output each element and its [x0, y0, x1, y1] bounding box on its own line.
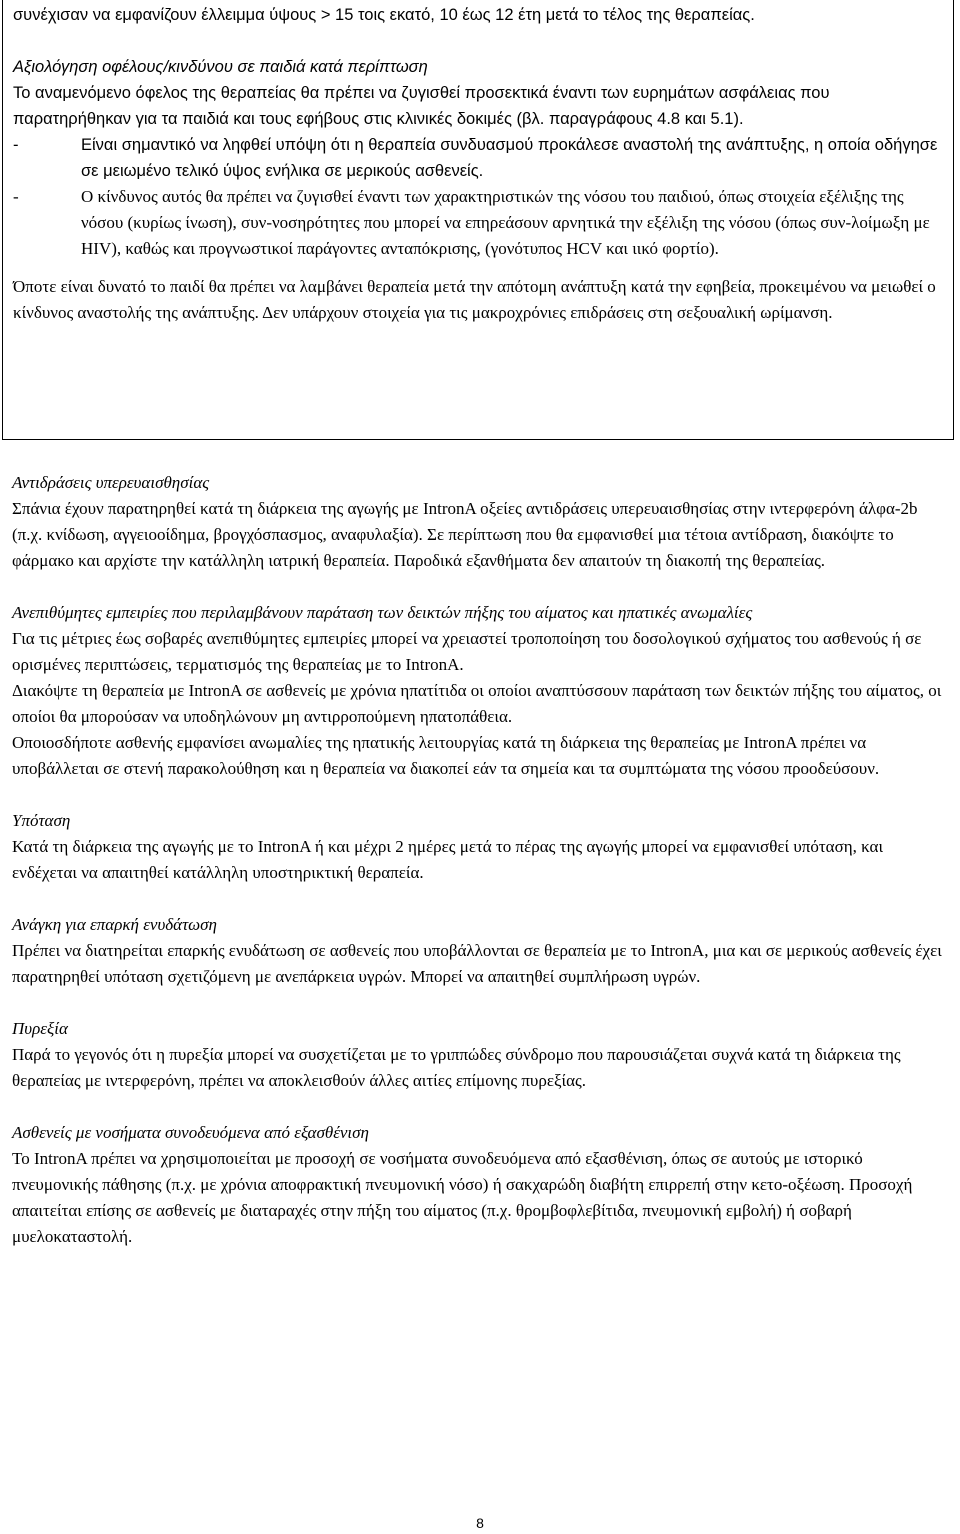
bullet-text: Ο κίνδυνος αυτός θα πρέπει να ζυγισθεί έναντι των χαρακτηριστικών της νόσου του παιδιού, όπως στοιχεία εξέλιξης της νόσου (κυρίως ίνωση), συν-νοσηρότητες που μπορεί να επηρεάσουν αρνητικά την εξέλιξη της νόσου (όπως συν-λοίμωξη με HIV), καθώς και προγνωστικοί παράγοντες ανταπόκρισης, (γονότυπος HCV και ιικό φορτίο).	[81, 187, 930, 258]
section-paragraph: Οποιοσδήποτε ασθενής εμφανίσει ανωμαλίες της ηπατικής λειτουργίας κατά τη διάρκεια της θεραπείας με IntronA πρέπει να υποβάλλεται σε στενή παρακολούθηση και η θεραπεία να διακοπεί εάν τα σημεία και τα συμπτώματα της νόσου προοδεύσουν.	[12, 733, 880, 778]
section-debilitating-conditions	[12, 1120, 947, 1250]
continuation-text: συνέχισαν να εμφανίζουν έλλειμμα ύψους > 15 τοις εκατό, 10 έως 12 έτη μετά το τέλος της θεραπείας.	[13, 6, 755, 24]
section-heading: Υπόταση	[12, 811, 71, 830]
section-heading: Ανάγκη για επαρκή ενυδάτωση	[12, 915, 217, 934]
section-paragraph: Παρά το γεγονός ότι η πυρεξία μπορεί να συσχετίζεται με το γριππώδες σύνδρομο που παρουσιάζεται συχνά κατά τη διάρκεια της θεραπείας με ιντερφερόνη, πρέπει να αποκλεισθούν άλλες αιτίες επίμονης πυρεξίας.	[12, 1045, 901, 1090]
risk-benefit-intro: Το αναμενόμενο όφελος της θεραπείας θα πρέπει να ζυγισθεί προσεκτικά έναντι των ευρημάτων ασφάλειας που παρατηρήθηκαν για τα παιδιά και τους εφήβους στις κλινικές δοκιμές (βλ. παραγράφους 4.8 και 5.1).	[13, 84, 830, 128]
pediatric-warning-box	[2, 0, 954, 440]
section-paragraph: Για τις μέτριες έως σοβαρές ανεπιθύμητες εμπειρίες μπορεί να χρειαστεί τροποποίηση του δοσολογικού σχήματος του ασθενούς ή σε ορισμένες περιπτώσεις, τερματισμός της θεραπείας με το IntronA.	[12, 629, 922, 674]
section-heading: Αντιδράσεις υπερευαισθησίας	[12, 473, 210, 492]
section-paragraph: Πρέπει να διατηρείται επαρκής ενυδάτωση σε ασθενείς που υποβάλλονται σε θεραπεία με το IntronA, μια και σε μερικούς ασθενείς έχει παρατηρηθεί υπόταση σχετιζόμενη με ανεπάρκεια υγρών. Μπορεί να απαιτηθεί συμπλήρωση υγρών.	[12, 941, 942, 986]
dash-marker: -	[13, 136, 19, 154]
section-paragraph: Διακόψτε τη θεραπεία με IntronA σε ασθενείς με χρόνια ηπατίτιδα οι οποίοι αναπτύσσουν παράταση των δεικτών πήξης του αίματος, οι οποίοι θα μπορούσαν να υποδηλώνουν μη αντιρροπούμενη ηπατοπάθεια.	[12, 681, 942, 726]
closing-paragraph: Όποτε είναι δυνατό το παιδί θα πρέπει να λαμβάνει θεραπεία μετά την απότομη ανάπτυξη κατά την εφηβεία, προκειμένου να μειωθεί ο κίνδυνος αναστολής της ανάπτυξης. Δεν υπάρχουν στοιχεία για τις μακροχρόνιες επιδράσεις στη σεξουαλική ωρίμανση.	[13, 277, 936, 322]
section-paragraph: Κατά τη διάρκεια της αγωγής με το IntronA ή και μέχρι 2 ημέρες μετά το πέρας της αγωγής μπορεί να εμφανισθεί υπόταση, και ενδέχεται να απαιτηθεί κατάλληλη υποστηρικτική θεραπεία.	[12, 837, 884, 882]
section-hydration	[12, 912, 947, 990]
bullet-item	[13, 184, 948, 262]
main-content	[12, 470, 947, 1250]
bullet-item	[13, 132, 948, 184]
section-heading: Πυρεξία	[12, 1019, 68, 1038]
section-heading: Ανεπιθύμητες εμπειρίες που περιλαμβάνουν παράταση των δεικτών πήξης του αίματος και ηπατικές ανωμαλίες	[12, 603, 753, 622]
section-hypersensitivity	[12, 470, 947, 574]
section-paragraph: Σπάνια έχουν παρατηρηθεί κατά τη διάρκεια της αγωγής με IntronA οξείες αντιδράσεις υπερευαισθησίας στην ιντερφερόνη άλφα-2b (π.χ. κνίδωση, αγγειοοίδημα, βρογχόσπασμος, αναφυλαξία). Σε περίπτωση που θα εμφανισθεί μια τέτοια αντίδραση, διακόψτε το φάρμακο και αρχίστε την κατάλληλη ιατρική θεραπεία. Παροδικά εξανθήματα δεν απαιτούν τη διακοπή της θεραπείας.	[12, 499, 918, 570]
section-pyrexia	[12, 1016, 947, 1094]
section-coagulation-liver	[12, 600, 947, 782]
section-hypotension	[12, 808, 947, 886]
dash-marker: -	[13, 187, 19, 206]
page-number: 8	[476, 1515, 484, 1531]
risk-benefit-heading: Αξιολόγηση οφέλους/κινδύνου σε παιδιά κατά περίπτωση	[13, 58, 428, 76]
section-heading: Ασθενείς με νοσήματα συνοδευόμενα από εξασθένιση	[12, 1123, 369, 1142]
bullet-text: Είναι σημαντικό να ληφθεί υπόψη ότι η θεραπεία συνδυασμού προκάλεσε αναστολή της ανάπτυξης, η οποία οδήγησε σε μειωμένο τελικό ύψος ενήλικα σε μερικούς ασθενείς.	[81, 136, 938, 180]
section-paragraph: Το IntronA πρέπει να χρησιμοποιείται με προσοχή σε νοσήματα συνοδευόμενα από εξασθένιση, όπως σε αυτούς με ιστορικό πνευμονικής πάθησης (π.χ. με χρόνια αποφρακτική πνευμονική νόσο) ή σακχαρώδη διαβήτη επιρρεπή στην κετο-οξέωση. Προσοχή απαιτείται επίσης σε ασθενείς με διαταραχές στην πήξη του αίματος (π.χ. θρομβοφλεβίτιδα, πνευμονική εμβολή) ή σοβαρή μυελοκαταστολή.	[12, 1149, 913, 1246]
